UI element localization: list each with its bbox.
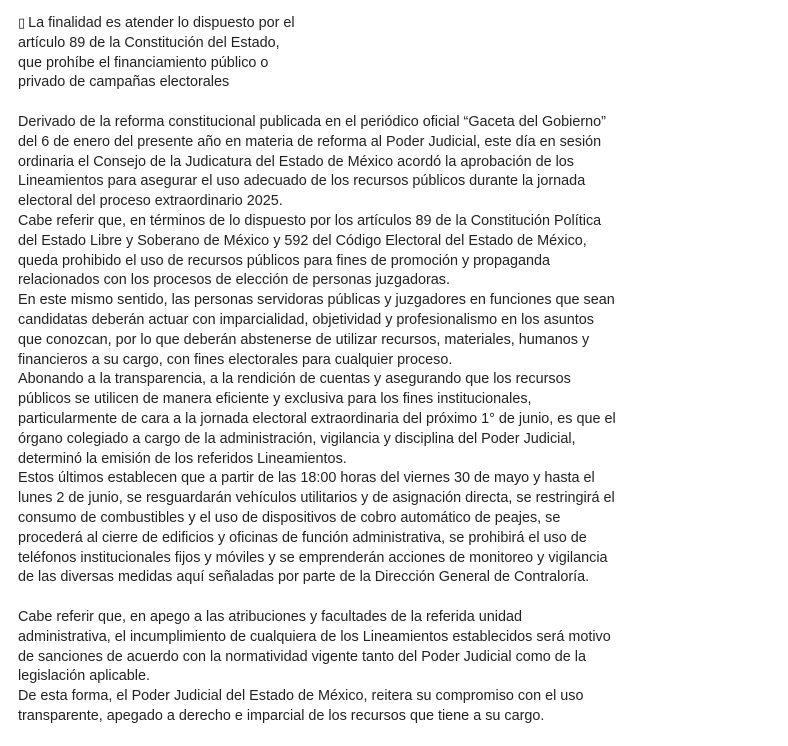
paragraph-line: del 6 de enero del presente año en materia de reforma al Poder Judicial, este día en sesión: [18, 133, 602, 150]
paragraph-line: Cabe referir que, en apego a las atribuciones y facultades de la referida unidad: [18, 608, 522, 625]
paragraph-line: teléfonos institucionales fijos y móviles y se emprenderán acciones de monitoreo y vigilancia: [18, 549, 608, 566]
paragraph-line: candidatas deberán actuar con imparcialidad, objetividad y profesionalismo en los asuntos: [18, 311, 594, 328]
paragraph-line: legislación aplicable.: [18, 668, 150, 685]
paragraph-line: De esta forma, el Poder Judicial del Estado de México, reitera su compromiso con el uso: [18, 688, 584, 705]
paragraph-line: ordinaria el Consejo de la Judicatura del Estado de México acordó la aprobación de los: [18, 153, 574, 170]
paragraph-imparcialidad: [18, 291, 658, 370]
paragraph-line: determinó la emisión de los referidos Lineamientos.: [18, 450, 347, 467]
paragraph-line: procederá al cierre de edificios y oficinas de función administrativa, se prohibirá el uso de: [18, 529, 587, 546]
lead-line: artículo 89 de la Constitución del Estado,: [18, 34, 280, 51]
paragraph-line: queda prohibido el uso de recursos públicos para fines de promoción y propaganda: [18, 252, 551, 269]
missing-glyph-icon: ▯: [18, 16, 26, 31]
paragraph-line: administrativa, el incumplimiento de cualquiera de los Lineamientos establecidos será motivo: [18, 628, 611, 645]
paragraph-line: consumo de combustibles y el uso de dispositivos de cobro automático de peajes, se: [18, 509, 561, 526]
paragraph-line: Abonando a la transparencia, a la rendición de cuentas y asegurando que los recursos: [18, 371, 571, 388]
paragraph-line: de las diversas medidas aquí señaladas por parte de la Dirección General de Contraloría.: [18, 569, 590, 586]
lead-line: privado de campañas electorales: [18, 74, 230, 91]
paragraph-line: financieros a su cargo, con fines electorales para cualquier proceso.: [18, 351, 453, 368]
paragraph-spacer: [18, 588, 658, 608]
paragraph-line: Cabe referir que, en términos de lo dispuesto por los artículos 89 de la Constitución Política: [18, 212, 602, 229]
paragraph-line: Estos últimos establecen que a partir de las 18:00 horas del viernes 30 de mayo y hasta el: [18, 470, 595, 487]
paragraph-line: transparente, apegado a derecho e imparcial de los recursos que tiene a su cargo.: [18, 707, 545, 724]
paragraph-line: lunes 2 de junio, se resguardarán vehículos utilitarios y de asignación directa, se restringirá el: [18, 490, 615, 507]
paragraph-transparencia: [18, 370, 658, 469]
paragraph-reforma: [18, 113, 658, 212]
paragraph-compromiso: [18, 687, 658, 727]
paragraph-line: que conozcan, por lo que deberán abstenerse de utilizar recursos, materiales, humanos y: [18, 331, 590, 348]
paragraph-medidas: [18, 469, 658, 588]
lead-line: que prohíbe el financiamiento público o: [18, 54, 269, 71]
paragraph-line: En este mismo sentido, las personas servidoras públicas y juzgadores en funciones que sean: [18, 292, 615, 309]
paragraph-prohibicion: [18, 212, 658, 291]
paragraph-line: Lineamientos para asegurar el uso adecuado de los recursos públicos durante la jornada: [18, 173, 586, 190]
paragraph-sanciones: [18, 608, 658, 687]
paragraph-line: del Estado Libre y Soberano de México y 592 del Código Electoral del Estado de México,: [18, 232, 587, 249]
paragraph-line: Derivado de la reforma constitucional publicada en el periódico oficial “Gaceta del Gobierno”: [18, 113, 606, 130]
article-body: [18, 14, 658, 727]
paragraph-line: públicos se utilicen de manera eficiente y exclusiva para los fines institucionales,: [18, 391, 532, 408]
lead-line: [18, 14, 658, 34]
paragraph-line: órgano colegiado a cargo de la administración, vigilancia y disciplina del Poder Judicial,: [18, 430, 576, 447]
paragraph-line: de sanciones de acuerdo con la normatividad vigente tanto del Poder Judicial como de la: [18, 648, 586, 665]
paragraph-line: relacionados con los procesos de elección de personas juzgadoras.: [18, 272, 450, 289]
lead-paragraph: [18, 14, 658, 93]
paragraph-line: particularmente de cara a la jornada electoral extraordinaria del próximo 1° de junio, es que el: [18, 410, 616, 427]
lead-line-text: La finalidad es atender lo dispuesto por el: [28, 15, 295, 31]
paragraph-line: electoral del proceso extraordinario 2025.: [18, 193, 283, 210]
